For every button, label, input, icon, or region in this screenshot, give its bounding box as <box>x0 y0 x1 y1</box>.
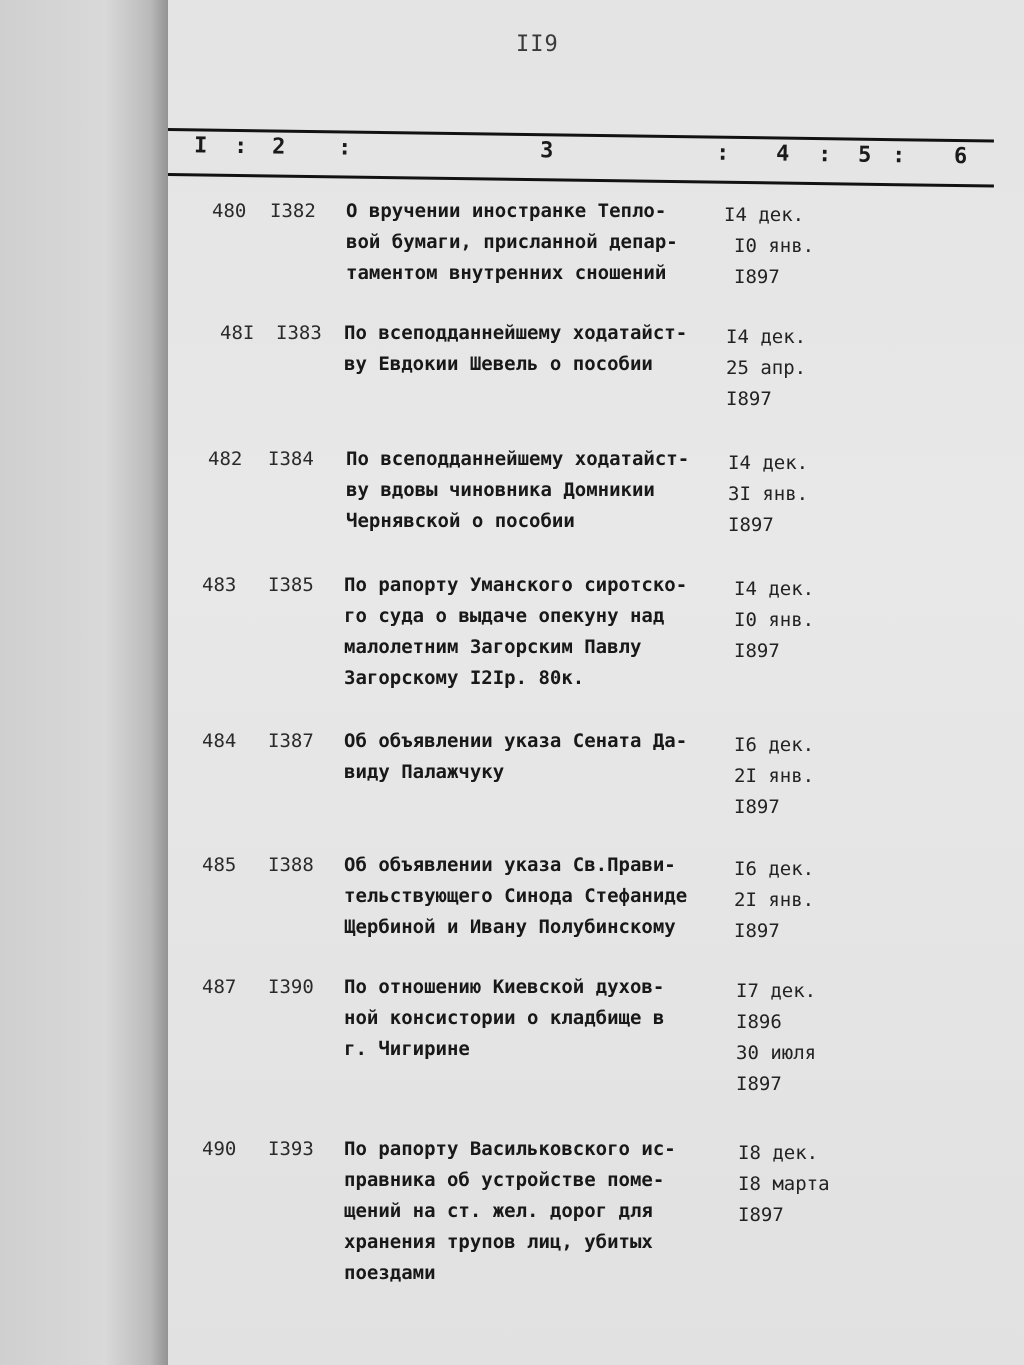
date-start: I6 дек. <box>734 734 815 756</box>
entry-title-line: О вручении иностранке Тепло- <box>346 200 667 222</box>
entry-title-line: правника об устройстве поме- <box>344 1169 665 1191</box>
date-year: I897 <box>734 266 780 288</box>
entry-number: 487 <box>202 976 237 998</box>
entry-reference: I382 <box>270 200 316 222</box>
date-year: I897 <box>728 514 774 536</box>
entry-title-line: По рапорту Уманского сиротско- <box>344 574 688 596</box>
date-end: I0 янв. <box>734 609 815 631</box>
date-start: I4 дек. <box>726 326 807 348</box>
date-end: I8 марта <box>738 1173 830 1195</box>
date-start: I4 дек. <box>734 578 815 600</box>
column-separator: : <box>817 142 832 168</box>
entry-title <box>344 318 734 380</box>
entry-title-line: По отношению Киевской духов- <box>344 976 665 998</box>
column-header-1: I <box>193 133 208 159</box>
entry-title-line: таментом внутренних сношений <box>346 262 667 284</box>
date-start: I4 дек. <box>724 204 805 226</box>
entry-title-line: По всеподданнейшему ходатайст- <box>346 448 690 470</box>
entry-reference: I393 <box>268 1138 314 1160</box>
column-separator: : <box>891 143 906 169</box>
entry-title-line: малолетним Загорским Павлу <box>344 636 642 658</box>
column-header-2: 2 <box>271 134 286 160</box>
entry-title-line: Об объявлении указа Сената Да- <box>344 730 688 752</box>
column-header-6: 6 <box>953 143 968 170</box>
entry-dates <box>736 976 856 1100</box>
entry-dates <box>724 200 844 293</box>
entry-title-line: Загорскому I2Iр. 80к. <box>344 667 585 689</box>
column-separator: : <box>715 140 730 166</box>
date-end: 30 июля <box>736 1042 817 1064</box>
date-start-year: I896 <box>736 1011 782 1033</box>
entry-number: 484 <box>202 730 237 752</box>
entry-reference: I390 <box>268 976 314 998</box>
date-year: I897 <box>736 1073 782 1095</box>
entry-dates <box>726 322 846 415</box>
entry-title-line: По рапорту Васильковского ис- <box>344 1138 676 1160</box>
entry-title <box>344 850 734 943</box>
date-start: I4 дек. <box>728 452 809 474</box>
entry-title <box>344 570 734 694</box>
entry-dates <box>734 854 854 947</box>
entry-dates <box>738 1138 858 1231</box>
date-end: 2I янв. <box>734 765 815 787</box>
entry-title-line: виду Палажчуку <box>344 761 505 783</box>
entry-title <box>346 196 736 289</box>
entry-dates <box>728 448 848 541</box>
entry-title <box>344 1134 734 1289</box>
entry-title-line: хранения трупов лиц, убитых <box>344 1231 653 1253</box>
column-header-5: 5 <box>857 142 872 168</box>
document-page <box>168 0 1024 1365</box>
entry-reference: I383 <box>276 322 322 344</box>
entry-reference: I388 <box>268 854 314 876</box>
entry-title-line: По всеподданнейшему ходатайст- <box>344 322 688 344</box>
date-start: I6 дек. <box>734 858 815 880</box>
entry-title-line: ву Евдокии Шевель о пособии <box>344 353 653 375</box>
column-header-3: 3 <box>539 138 554 164</box>
entry-title-line: ву вдовы чиновника Домникии <box>346 479 655 501</box>
entry-reference: I385 <box>268 574 314 596</box>
entry-title <box>344 726 734 788</box>
date-year: I897 <box>738 1204 784 1226</box>
entry-title-line: Чернявской о пособии <box>346 510 575 532</box>
entry-title <box>346 444 736 537</box>
entry-reference: I387 <box>268 730 314 752</box>
entry-dates <box>734 574 854 667</box>
entry-number: 48I <box>220 322 255 344</box>
entry-title-line: щений на ст. жел. дорог для <box>344 1200 653 1222</box>
date-year: I897 <box>734 640 780 662</box>
entry-number: 490 <box>202 1138 237 1160</box>
date-year: I897 <box>734 796 780 818</box>
column-separator: : <box>337 135 352 161</box>
date-end: 25 апр. <box>726 357 807 379</box>
entry-title-line: поездами <box>344 1262 436 1284</box>
entry-title-line: Щербиной и Ивану Полубинскому <box>344 916 676 938</box>
date-year: I897 <box>726 388 772 410</box>
date-end: I0 янв. <box>734 235 815 257</box>
entry-number: 483 <box>202 574 237 596</box>
facing-page <box>0 0 175 1365</box>
date-end: 3I янв. <box>728 483 809 505</box>
entry-title-line: Об объявлении указа Св.Прави- <box>344 854 676 876</box>
entry-title-line: тельствующего Синода Стефаниде <box>344 885 688 907</box>
date-start: I7 дек. <box>736 980 817 1002</box>
entry-number: 480 <box>212 200 247 222</box>
date-year: I897 <box>734 920 780 942</box>
column-separator: : <box>233 133 248 160</box>
entry-title-line: вой бумаги, присланной депар- <box>346 231 678 253</box>
column-header-4: 4 <box>775 141 790 167</box>
entry-title-line: го суда о выдаче опекуну над <box>344 605 665 627</box>
entry-number: 485 <box>202 854 237 876</box>
entry-number: 482 <box>208 448 243 470</box>
date-start: I8 дек. <box>738 1142 819 1164</box>
date-end: 2I янв. <box>734 889 815 911</box>
entry-title-line: г. Чигирине <box>344 1038 470 1060</box>
entry-reference: I384 <box>268 448 314 470</box>
entry-title-line: ной консистории о кладбище в <box>344 1007 665 1029</box>
entry-title <box>344 972 734 1065</box>
page-number: II9 <box>516 32 559 57</box>
entry-dates <box>734 730 854 823</box>
